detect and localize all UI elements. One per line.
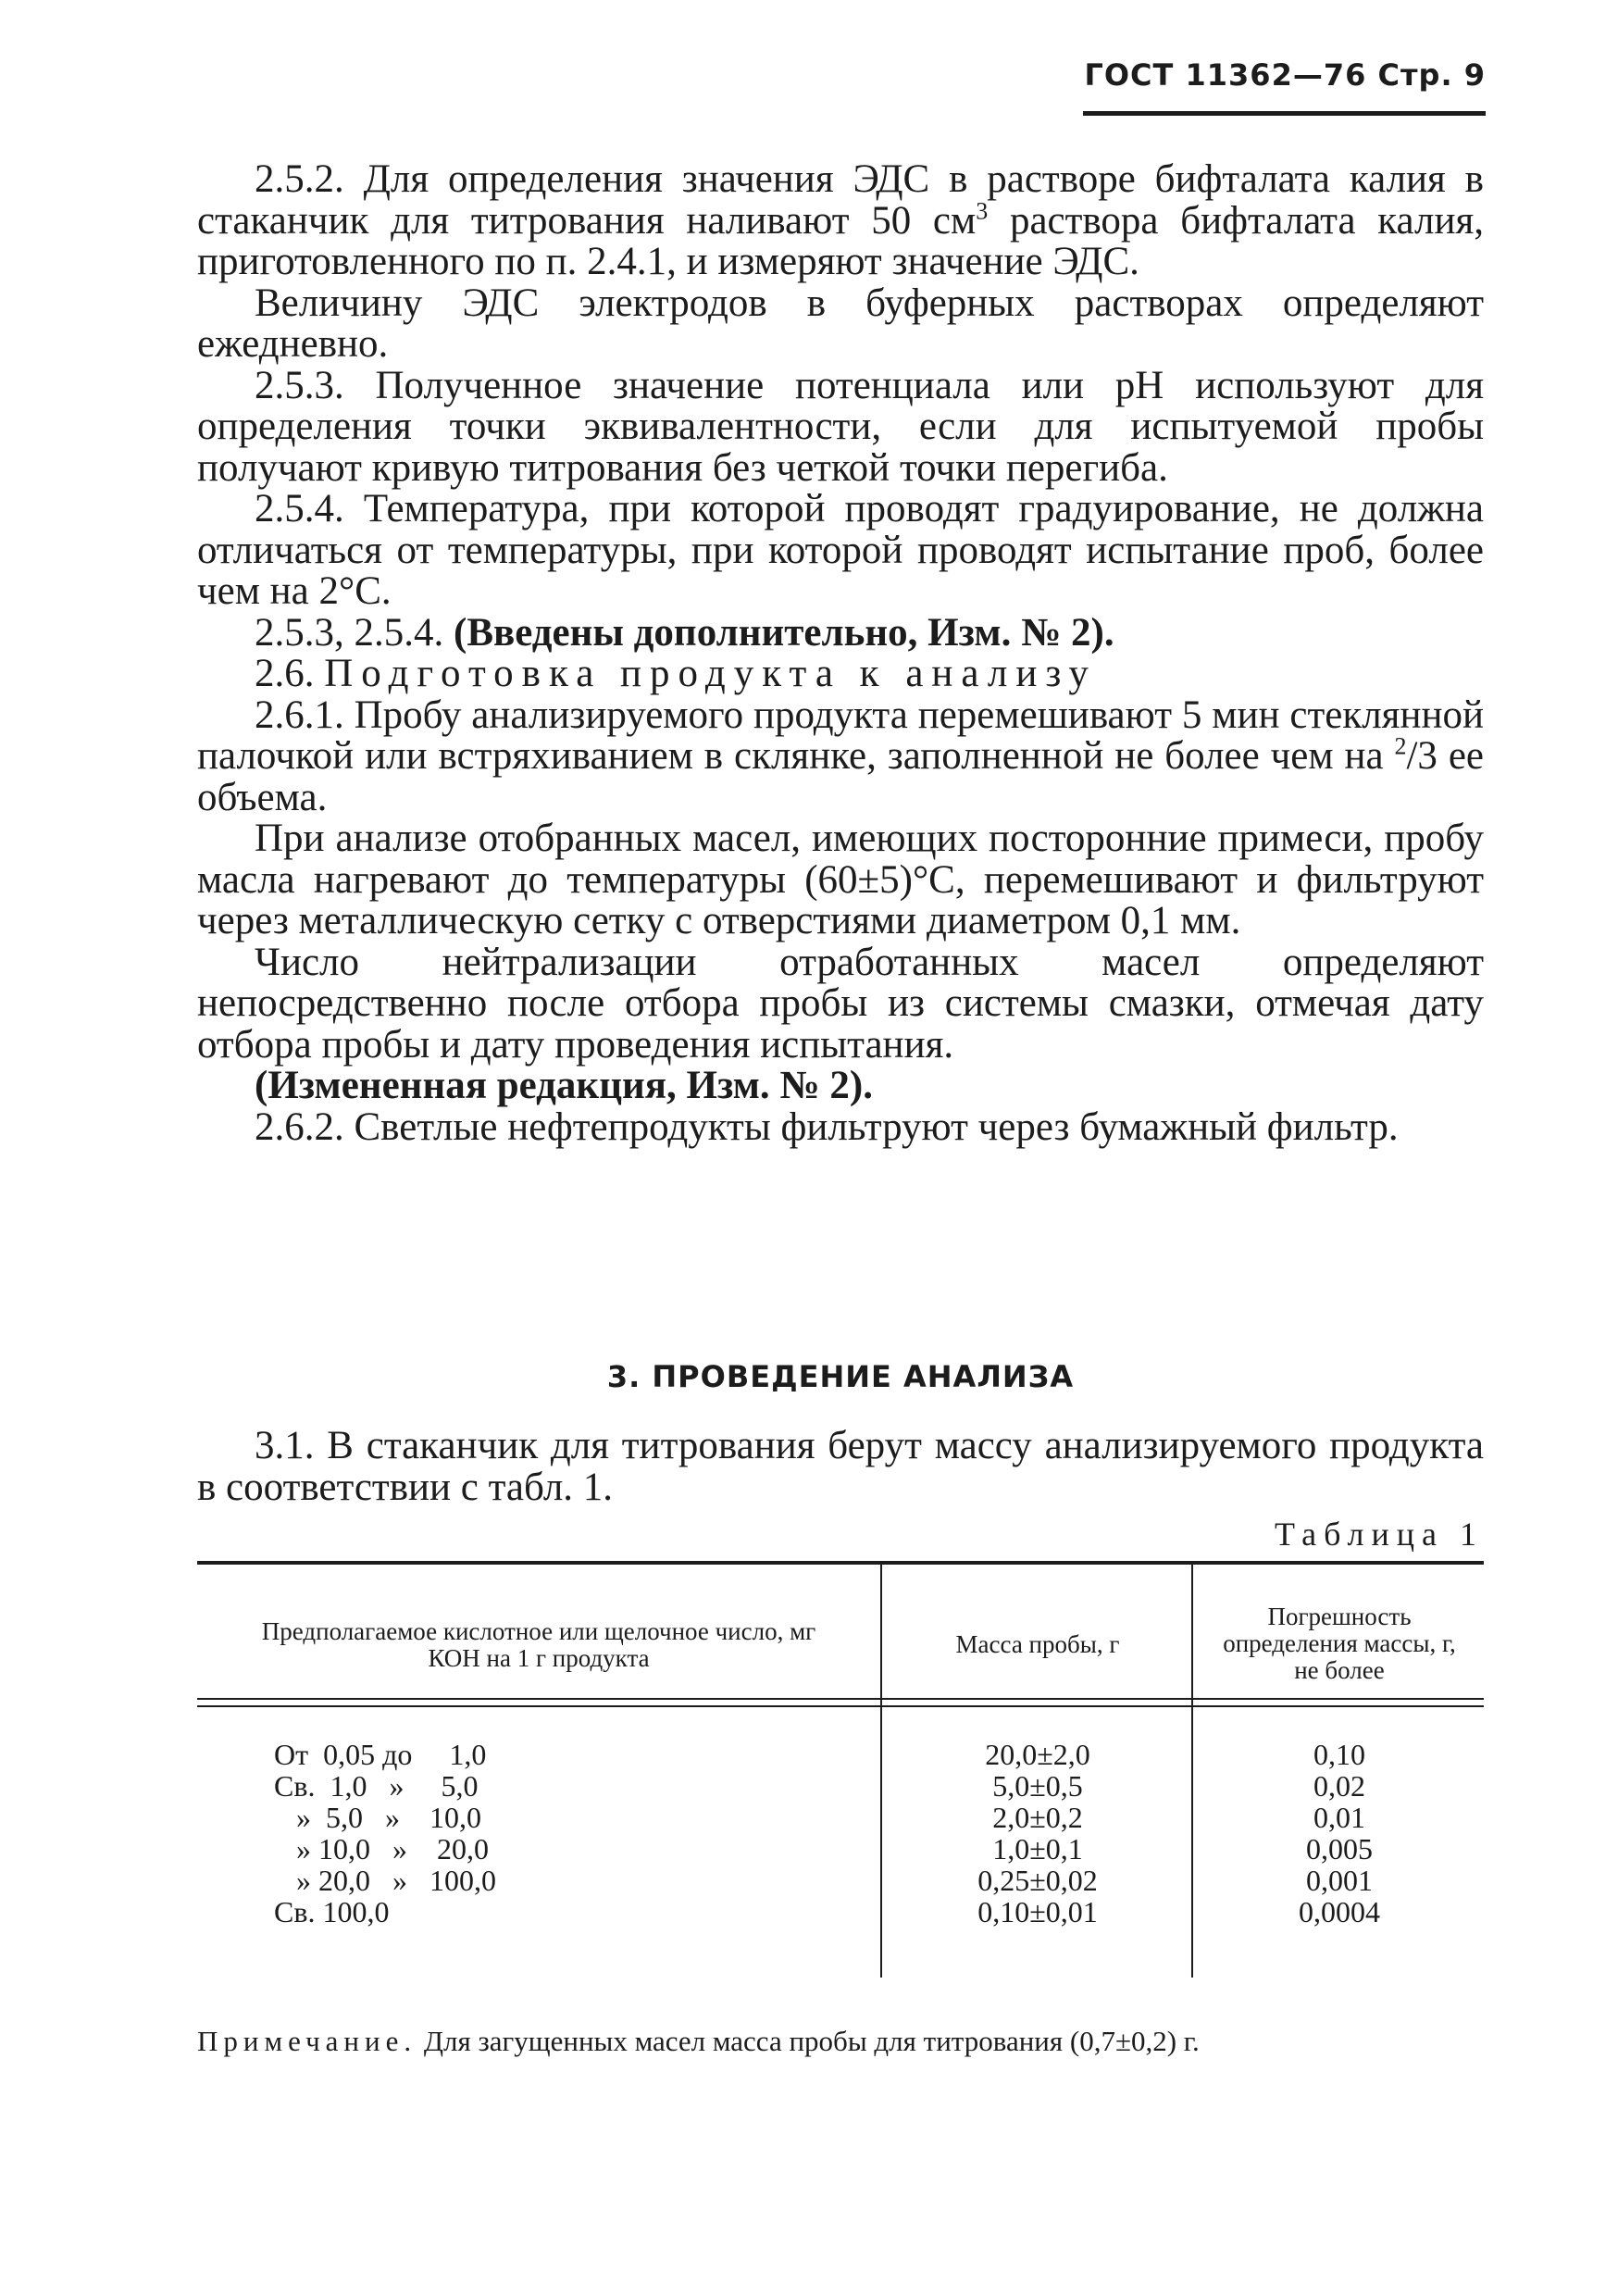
standard-number: ГОСТ 11362—76 Стр. 9 — [1084, 57, 1486, 93]
section-heading: 3. ПРОВЕДЕНИЕ АНАЛИЗА — [606, 1359, 1075, 1394]
note-text: Для загущенных масел масса пробы для титрования (0,7±0,2) г. — [417, 2025, 1200, 2057]
table-top-rule — [197, 1561, 1484, 1565]
paragraph-amendment-2: (Измененная редакция, Изм. № 2). — [255, 1064, 873, 1107]
sample-mass-table — [197, 1561, 1484, 1978]
page-header — [1064, 57, 1486, 122]
table-caption: Таблица 1 — [1275, 1516, 1484, 1553]
table-note — [197, 2026, 1484, 2057]
cell-error: 0,005 — [1306, 1832, 1373, 1866]
paragraph-2-5-3: 2.5.3. Полученное значение потенциала или рН используют для определения точки эквивалентности, если для испытуемой пробы получают кривую титрования без четкой точки перегиба. — [197, 363, 1484, 490]
cell-mass: 0,25±0,02 — [977, 1864, 1098, 1897]
paragraph-emf-daily: Величину ЭДС электродов в буферных растворах определяют ежедневно. — [197, 281, 1484, 366]
cell-error: 0,0004 — [1299, 1895, 1380, 1928]
table-row — [197, 1770, 1484, 1802]
cell-range: От 0,05 до 1,0 — [274, 1738, 487, 1771]
table-body — [197, 1739, 1484, 1928]
header-sample-mass: Масса пробы, г — [955, 1630, 1120, 1658]
paragraph-2-5-4: 2.5.4. Температура, при которой проводят градуирование, не должна отличаться от температуры, при которой проводят испытание проб, более чем на 2°С. — [197, 487, 1484, 613]
table-row — [197, 1865, 1484, 1896]
cell-range: » 20,0 » 100,0 — [274, 1864, 496, 1897]
paragraph-3-1: 3.1. В стаканчик для титрования берут массу анализируемого продукта в соответствии с табл. 1. — [197, 1424, 1484, 1509]
cell-error: 0,01 — [1313, 1801, 1365, 1834]
paragraph-2-6-1: 2.6.1. Пробу анализируемого продукта перемешивают 5 мин стеклянной палочкой или встряхиванием в склянке, заполненной не более чем на $^2$/3 ее объема. — [197, 693, 1485, 819]
cell-mass: 5,0±0,5 — [992, 1769, 1083, 1803]
table-row — [197, 1833, 1484, 1865]
cell-mass: 1,0±0,1 — [992, 1832, 1083, 1866]
cell-mass: 20,0±2,0 — [985, 1738, 1090, 1771]
paragraph-oil-impurities: При анализе отобранных масел, имеющих посторонние примеси, пробу масла нагревают до температуры (60±5)°С, перемешивают и фильтруют через металлическую сетку с отверстиями диаметром 0,1 мм. — [197, 817, 1484, 942]
header-mass-error: Погрешность определения массы, г, не более — [1223, 1603, 1456, 1684]
cell-error: 0,001 — [1306, 1864, 1373, 1897]
header-rule — [1083, 111, 1486, 116]
paragraph-2-5-2: 2.5.2. Для определения значения ЭДС в растворе бифталата калия в стаканчик для титрования наливают 50 $см^3$ раствора бифталата калия, приготовленного по п. 2.4.1, и измеряют значение ЭДС. — [197, 157, 1484, 283]
paragraph-amendment-1: 2.5.3, 2.5.4. (Введены дополнительно, Изм. № 2). — [255, 610, 1114, 655]
table-row — [197, 1739, 1484, 1770]
note-label: Примечание. — [197, 2025, 417, 2057]
cell-range: Св. 1,0 » 5,0 — [274, 1769, 479, 1803]
table-header-rule — [197, 1705, 1484, 1707]
table-header-rule — [197, 1698, 1484, 1700]
paragraph-neutralization: Число нейтрализации отработанных масел определяют непосредственно после отбора пробы из системы смазки, отмечая дату отбора пробы и дату проведения испытания. — [197, 940, 1484, 1067]
table-row — [197, 1896, 1484, 1928]
cell-error: 0,10 — [1313, 1738, 1365, 1771]
paragraph-2-6-2: 2.6.2. Светлые нефтепродукты фильтруют через бумажный фильтр. — [255, 1104, 1399, 1149]
cell-mass: 0,10±0,01 — [977, 1895, 1098, 1928]
body-text — [197, 159, 1484, 1148]
cell-range: » 10,0 » 20,0 — [274, 1832, 489, 1866]
paragraph-2-6-heading: 2.6. Подготовка продукта к анализу — [255, 652, 1097, 695]
cell-mass: 2,0±0,2 — [992, 1801, 1083, 1834]
cell-error: 0,02 — [1313, 1769, 1365, 1803]
cell-range: » 5,0 » 10,0 — [274, 1801, 481, 1834]
cell-range: Св. 100,0 — [274, 1895, 390, 1928]
table-row — [197, 1802, 1484, 1833]
header-acid-number: Предполагаемое кислотное или щелочное число, мг КОН на 1 г продукта — [261, 1617, 816, 1672]
